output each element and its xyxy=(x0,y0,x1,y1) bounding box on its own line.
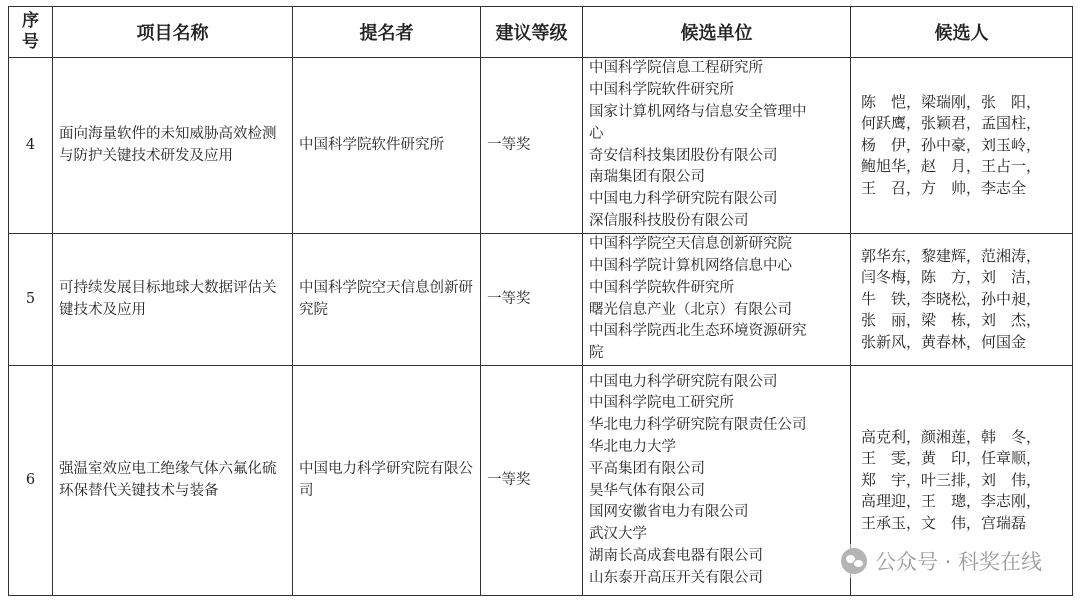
candidate-line: 何跃鹰，张颖君，孟国柱， xyxy=(861,114,1042,133)
unit-line: 国家计算机网络与信息安全管理中 xyxy=(589,103,807,120)
candidate-units xyxy=(583,234,851,366)
unit-line: 中国科学院电工研究所 xyxy=(589,395,734,412)
watermark xyxy=(835,544,1048,578)
nominator: 中国科学院空天信息创新研究院 xyxy=(293,234,481,366)
header-project: 项目名称 xyxy=(53,7,293,58)
unit-line: 平高集团有限公司 xyxy=(589,460,705,477)
award-level: 一等奖 xyxy=(481,366,583,596)
unit-line: 心 xyxy=(589,125,604,142)
unit-line: 中国科学院西北生态环境资源研究 xyxy=(589,323,807,340)
candidate-line: 高理迎，王 璁，李志刚， xyxy=(861,492,1042,511)
candidates xyxy=(851,58,1073,234)
header-row xyxy=(9,7,1073,58)
watermark-text: 公众号 · 科奖在线 xyxy=(874,550,1042,574)
unit-line: 华北电力大学 xyxy=(589,438,676,455)
unit-line: 中国电力科学研究院有限公司 xyxy=(589,191,778,208)
unit-line: 中国电力科学研究院有限公司 xyxy=(589,373,778,390)
unit-line: 曙光信息产业（北京）有限公司 xyxy=(589,301,792,318)
unit-line: 中国科学院软件研究所 xyxy=(589,279,734,296)
header-nominator: 提名者 xyxy=(293,7,481,58)
award-level: 一等奖 xyxy=(481,234,583,366)
table-row xyxy=(9,234,1073,366)
header-candidates: 候选人 xyxy=(851,7,1073,58)
candidate-line: 闫冬梅，陈 方，刘 洁， xyxy=(861,268,1042,287)
candidate-line: 高克利，颜湘莲，韩 冬， xyxy=(861,427,1042,446)
awards-table xyxy=(8,6,1073,596)
unit-line: 中国科学院计算机网络信息中心 xyxy=(589,257,792,274)
candidate-line: 王承玉，文 伟，宫瑞磊 xyxy=(861,513,1027,532)
candidate-line: 郑 宇，叶三排，刘 伟， xyxy=(861,470,1042,489)
row-index: 5 xyxy=(9,234,53,366)
unit-line: 中国科学院空天信息创新研究院 xyxy=(589,236,792,253)
unit-line: 山东泰开高压开关有限公司 xyxy=(589,569,763,586)
unit-line: 华北电力科学研究院有限责任公司 xyxy=(589,417,807,434)
header-index: 序 号 xyxy=(9,7,53,58)
award-level: 一等奖 xyxy=(481,58,583,234)
candidates xyxy=(851,234,1073,366)
unit-line: 南瑞集团有限公司 xyxy=(589,169,705,186)
unit-line: 昊华气体有限公司 xyxy=(589,482,705,499)
nominator: 中国科学院软件研究所 xyxy=(293,58,481,234)
table-row xyxy=(9,58,1073,234)
unit-line: 湖南长高成套电器有限公司 xyxy=(589,547,763,564)
candidate-line: 牛 铁，李晓松，孙中昶， xyxy=(861,289,1042,308)
candidate-line: 王 雯，黄 印，任章顺， xyxy=(861,449,1042,468)
candidate-line: 杨 伊，孙中豪，刘玉岭， xyxy=(861,135,1042,154)
row-index: 4 xyxy=(9,58,53,234)
project-name: 强温室效应电工绝缘气体六氟化硫环保替代关键技术与装备 xyxy=(53,366,293,596)
unit-line: 武汉大学 xyxy=(589,526,647,543)
candidate-line: 郭华东，黎建辉，范湘涛， xyxy=(861,246,1042,265)
project-name: 面向海量软件的未知威胁高效检测与防护关键技术研发及应用 xyxy=(53,58,293,234)
unit-line: 国网安徽省电力有限公司 xyxy=(589,504,749,521)
candidate-line: 张 丽，梁 栋，刘 杰， xyxy=(861,311,1042,330)
wechat-icon xyxy=(841,548,867,574)
unit-line: 奇安信科技集团股份有限公司 xyxy=(589,147,778,164)
nominator: 中国电力科学研究院有限公司 xyxy=(293,366,481,596)
row-index: 6 xyxy=(9,366,53,596)
project-name: 可持续发展目标地球大数据评估关键技术及应用 xyxy=(53,234,293,366)
header-level: 建议等级 xyxy=(481,7,583,58)
candidate-units xyxy=(583,366,851,596)
candidate-line: 鲍旭华，赵 月，王占一， xyxy=(861,157,1042,176)
unit-line: 院 xyxy=(589,345,604,362)
candidate-units xyxy=(583,58,851,234)
candidate-line: 张新风，黄春林，何国金 xyxy=(861,332,1027,351)
candidate-line: 陈 恺，梁瑞刚，张 阳， xyxy=(861,92,1042,111)
unit-line: 深信服科技股份有限公司 xyxy=(589,212,749,229)
unit-line: 中国科学院软件研究所 xyxy=(589,82,734,99)
candidate-line: 王 召，方 帅，李志全 xyxy=(861,178,1027,197)
unit-line: 中国科学院信息工程研究所 xyxy=(589,60,763,77)
header-units: 候选单位 xyxy=(583,7,851,58)
